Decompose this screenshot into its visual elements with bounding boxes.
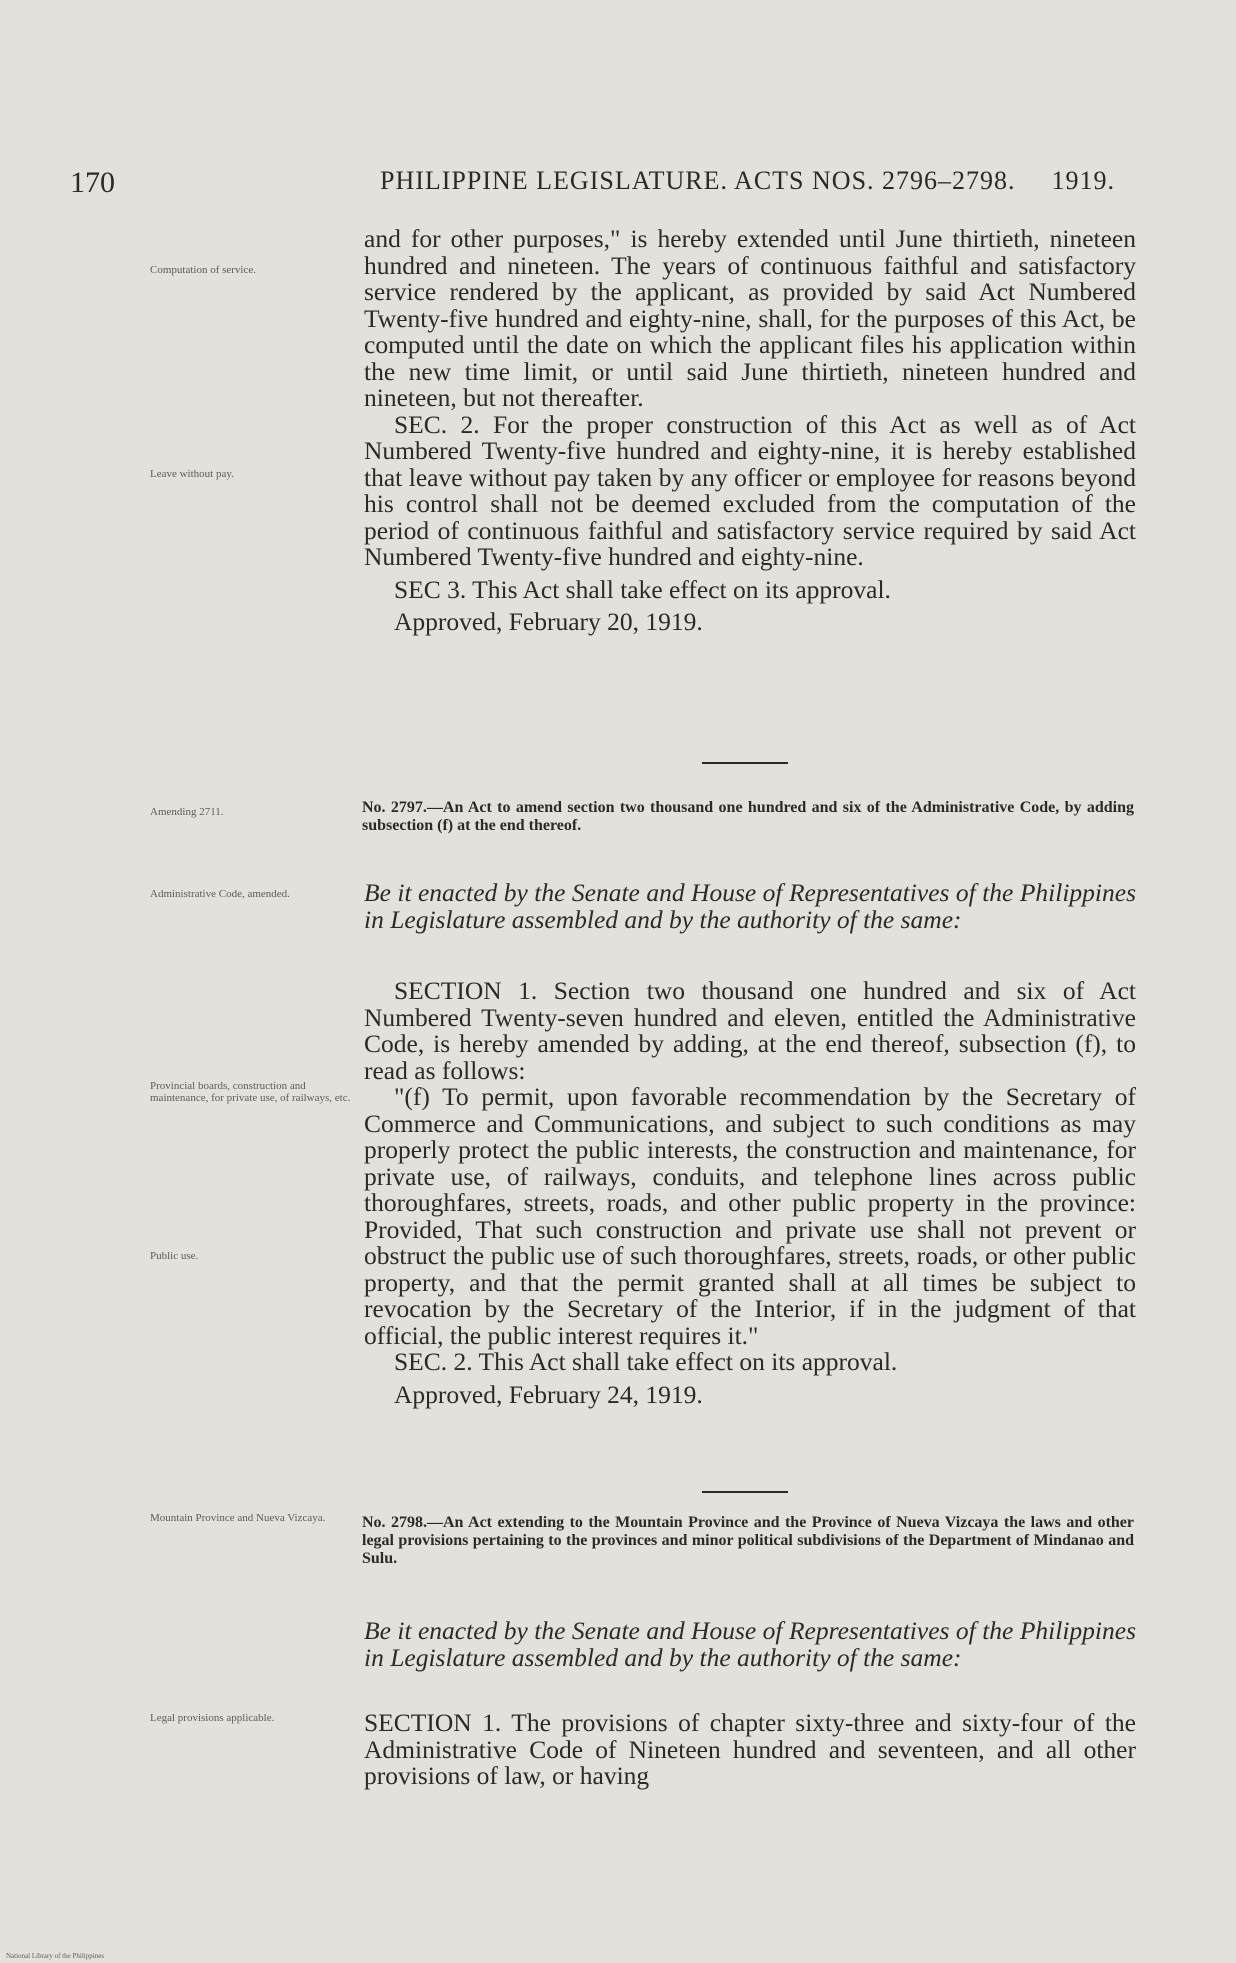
running-title (380, 166, 1115, 196)
margin-note-computation: Computation of service. (150, 264, 257, 276)
act-2796-sec3: SEC 3. This Act shall take effect on its approval. (394, 574, 891, 604)
act-2798-title: No. 2798.—An Act extending to the Mountain Province and the Province of Nueva Vizcaya the laws and other legal provisions pertaining to the provinces and minor political subdivisions of the Department of Mindanao and Sulu. (362, 1514, 1134, 1567)
margin-note-legal: Legal provisions applicable. (150, 1712, 275, 1724)
act-2798-enacting-clause: Be it enacted by the Senate and House of Representatives of the Philippines in Legislature assembled and by the authority of the same: (364, 1616, 1136, 1672)
margin-note-admin-code: Administrative Code, amended. (150, 888, 290, 900)
act-2797-subsection-f: "(f) To permit, upon favorable recommendation by the Secretary of Commerce and Communications, and subject to such conditions as may properly protect the public interests, the construction and maintenance, for private use, of railways, conduits, and telephone lines across public thoroughfares, streets, roads, and other public property in the province: Provided, That such construction and private use shall not prevent or obstruct the public use of such thoroughfares, streets, roads, or other public property, and that the permit granted shall at all times be subject to revocation by the Secretary of the Interior, if in the judgment of that official, the public interest requires it." (364, 1082, 1136, 1350)
margin-note-mountain: Mountain Province and Nueva Vizcaya. (150, 1512, 326, 1524)
act-2796-section (364, 226, 1136, 636)
running-title-text: PHILIPPINE LEGISLATURE. ACTS NOS. 2796–2798. (380, 166, 1016, 195)
footer-credit: National Library of the Philippines (6, 1952, 104, 1960)
page-header (0, 166, 1236, 206)
act-2796-approved: Approved, February 20, 1919. (394, 607, 703, 636)
act-2798-sec1: SECTION 1. The provisions of chapter sixty-three and sixty-four of the Administrative Code of Nineteen hundred and seventeen, and all other provisions of law, or having (364, 1708, 1136, 1790)
act-2796-continuation: and for other purposes," is hereby extended until June thirtieth, nineteen hundred and nineteen. The years of continuous faithful and satisfactory service rendered by the applicant, as provided by said Act Numbered Twenty-five hundred and eighty-nine, shall, for the purposes of this Act, be computed until the date on which the applicant files his application within the new time limit, or until said June thirtieth, nineteen hundred and nineteen, but not thereafter. (364, 224, 1136, 412)
act-2797-approved: Approved, February 24, 1919. (394, 1379, 703, 1409)
section-divider (702, 762, 788, 764)
act-2797-enacting-clause: Be it enacted by the Senate and House of Representatives of the Philippines in Legislature assembled and by the authority of the same: (364, 878, 1136, 934)
margin-note-leave: Leave without pay. (150, 468, 234, 480)
margin-note-amending: Amending 2711. (150, 806, 224, 818)
margin-note-public-use: Public use. (150, 1250, 199, 1262)
act-2797-sec1: SECTION 1. Section two thousand one hundred and six of Act Numbered Twenty-seven hundred and eleven, entitled the Administrative Code, is hereby amended by adding, at the end thereof, subsection (f), to read as follows: (364, 976, 1136, 1085)
margin-note-provincial: Provincial boards, construction and maintenance, for private use, of railways, etc. (150, 1080, 351, 1104)
page-number: 170 (70, 166, 115, 199)
act-2797-body (364, 978, 1136, 1408)
act-2797-title: No. 2797.—An Act to amend section two thousand one hundred and six of the Administrative Code, by adding subsection (f) at the end thereof. (362, 799, 1134, 834)
running-year: 1919. (1051, 166, 1116, 195)
act-2796-sec2: SEC. 2. For the proper construction of this Act as well as of Act Numbered Twenty-five hundred and eighty-nine, it is hereby established that leave without pay taken by any officer or employee for reasons beyond his control shall not be deemed excluded from the computation of the period of continuous faithful and satisfactory service required by said Act Numbered Twenty-five hundred and eighty-nine. (364, 409, 1136, 571)
act-2797-sec2: SEC. 2. This Act shall take effect on its approval. (394, 1347, 898, 1376)
section-divider-2 (702, 1491, 788, 1493)
